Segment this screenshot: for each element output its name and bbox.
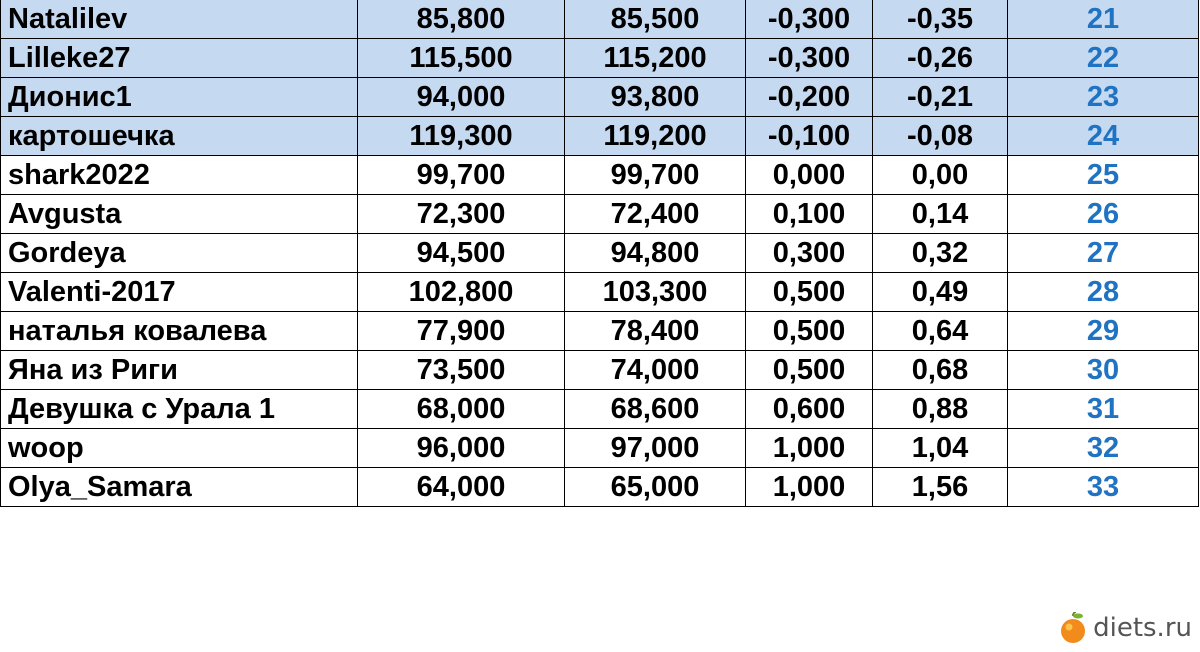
cell-difference: -0,200: [746, 78, 873, 117]
cell-difference: 0,000: [746, 156, 873, 195]
cell-name: Natalilev: [1, 0, 358, 39]
cell-current-weight: 68,600: [565, 390, 746, 429]
watermark-text: diets.ru: [1093, 613, 1192, 643]
table-row: [1, 0, 1199, 39]
table-row: [1, 273, 1199, 312]
cell-difference: 0,600: [746, 390, 873, 429]
cell-rank: 28: [1008, 273, 1199, 312]
table-row: [1, 78, 1199, 117]
cell-percent: 0,88: [873, 390, 1008, 429]
cell-rank: 32: [1008, 429, 1199, 468]
table-row: [1, 429, 1199, 468]
table-row: [1, 312, 1199, 351]
cell-rank: 22: [1008, 39, 1199, 78]
cell-start-weight: 94,500: [358, 234, 565, 273]
cell-difference: -0,300: [746, 39, 873, 78]
cell-name: woop: [1, 429, 358, 468]
table-row: [1, 234, 1199, 273]
cell-start-weight: 99,700: [358, 156, 565, 195]
cell-rank: 31: [1008, 390, 1199, 429]
cell-rank: 24: [1008, 117, 1199, 156]
cell-percent: 0,00: [873, 156, 1008, 195]
cell-percent: 1,04: [873, 429, 1008, 468]
cell-rank: 21: [1008, 0, 1199, 39]
cell-difference: 1,000: [746, 429, 873, 468]
cell-difference: 0,500: [746, 273, 873, 312]
cell-current-weight: 99,700: [565, 156, 746, 195]
cell-start-weight: 115,500: [358, 39, 565, 78]
cell-current-weight: 65,000: [565, 468, 746, 507]
cell-name: Valenti-2017: [1, 273, 358, 312]
cell-difference: 0,500: [746, 312, 873, 351]
cell-current-weight: 72,400: [565, 195, 746, 234]
cell-start-weight: 119,300: [358, 117, 565, 156]
cell-name: Avgusta: [1, 195, 358, 234]
table-row: [1, 117, 1199, 156]
watermark: [1059, 612, 1192, 644]
cell-percent: 0,68: [873, 351, 1008, 390]
cell-current-weight: 78,400: [565, 312, 746, 351]
cell-rank: 23: [1008, 78, 1199, 117]
table-row: [1, 468, 1199, 507]
cell-current-weight: 103,300: [565, 273, 746, 312]
cell-start-weight: 68,000: [358, 390, 565, 429]
table-row: [1, 351, 1199, 390]
cell-current-weight: 115,200: [565, 39, 746, 78]
cell-start-weight: 102,800: [358, 273, 565, 312]
cell-percent: 0,64: [873, 312, 1008, 351]
cell-difference: -0,100: [746, 117, 873, 156]
cell-name: Lilleke27: [1, 39, 358, 78]
cell-percent: 0,49: [873, 273, 1008, 312]
cell-current-weight: 94,800: [565, 234, 746, 273]
cell-difference: 0,100: [746, 195, 873, 234]
cell-difference: 0,500: [746, 351, 873, 390]
cell-start-weight: 72,300: [358, 195, 565, 234]
table-row: [1, 156, 1199, 195]
cell-start-weight: 85,800: [358, 0, 565, 39]
cell-rank: 26: [1008, 195, 1199, 234]
cell-rank: 27: [1008, 234, 1199, 273]
cell-name: Gordeya: [1, 234, 358, 273]
cell-start-weight: 77,900: [358, 312, 565, 351]
cell-percent: 1,56: [873, 468, 1008, 507]
cell-percent: 0,32: [873, 234, 1008, 273]
cell-current-weight: 85,500: [565, 0, 746, 39]
cell-start-weight: 96,000: [358, 429, 565, 468]
apple-logo-icon: [1059, 612, 1087, 644]
cell-name: Дионис1: [1, 78, 358, 117]
cell-percent: -0,35: [873, 0, 1008, 39]
cell-start-weight: 73,500: [358, 351, 565, 390]
cell-name: Olya_Samara: [1, 468, 358, 507]
cell-percent: 0,14: [873, 195, 1008, 234]
cell-rank: 30: [1008, 351, 1199, 390]
cell-percent: -0,26: [873, 39, 1008, 78]
cell-name: shark2022: [1, 156, 358, 195]
cell-percent: -0,21: [873, 78, 1008, 117]
cell-name: наталья ковалева: [1, 312, 358, 351]
table-row: [1, 39, 1199, 78]
cell-name: картошечка: [1, 117, 358, 156]
cell-rank: 25: [1008, 156, 1199, 195]
cell-current-weight: 97,000: [565, 429, 746, 468]
table-row: [1, 195, 1199, 234]
cell-percent: -0,08: [873, 117, 1008, 156]
cell-rank: 29: [1008, 312, 1199, 351]
cell-start-weight: 64,000: [358, 468, 565, 507]
cell-rank: 33: [1008, 468, 1199, 507]
cell-difference: -0,300: [746, 0, 873, 39]
cell-name: Яна из Риги: [1, 351, 358, 390]
cell-difference: 1,000: [746, 468, 873, 507]
cell-name: Девушка с Урала 1: [1, 390, 358, 429]
cell-current-weight: 119,200: [565, 117, 746, 156]
cell-difference: 0,300: [746, 234, 873, 273]
cell-start-weight: 94,000: [358, 78, 565, 117]
cell-current-weight: 74,000: [565, 351, 746, 390]
cell-current-weight: 93,800: [565, 78, 746, 117]
table-row: [1, 390, 1199, 429]
